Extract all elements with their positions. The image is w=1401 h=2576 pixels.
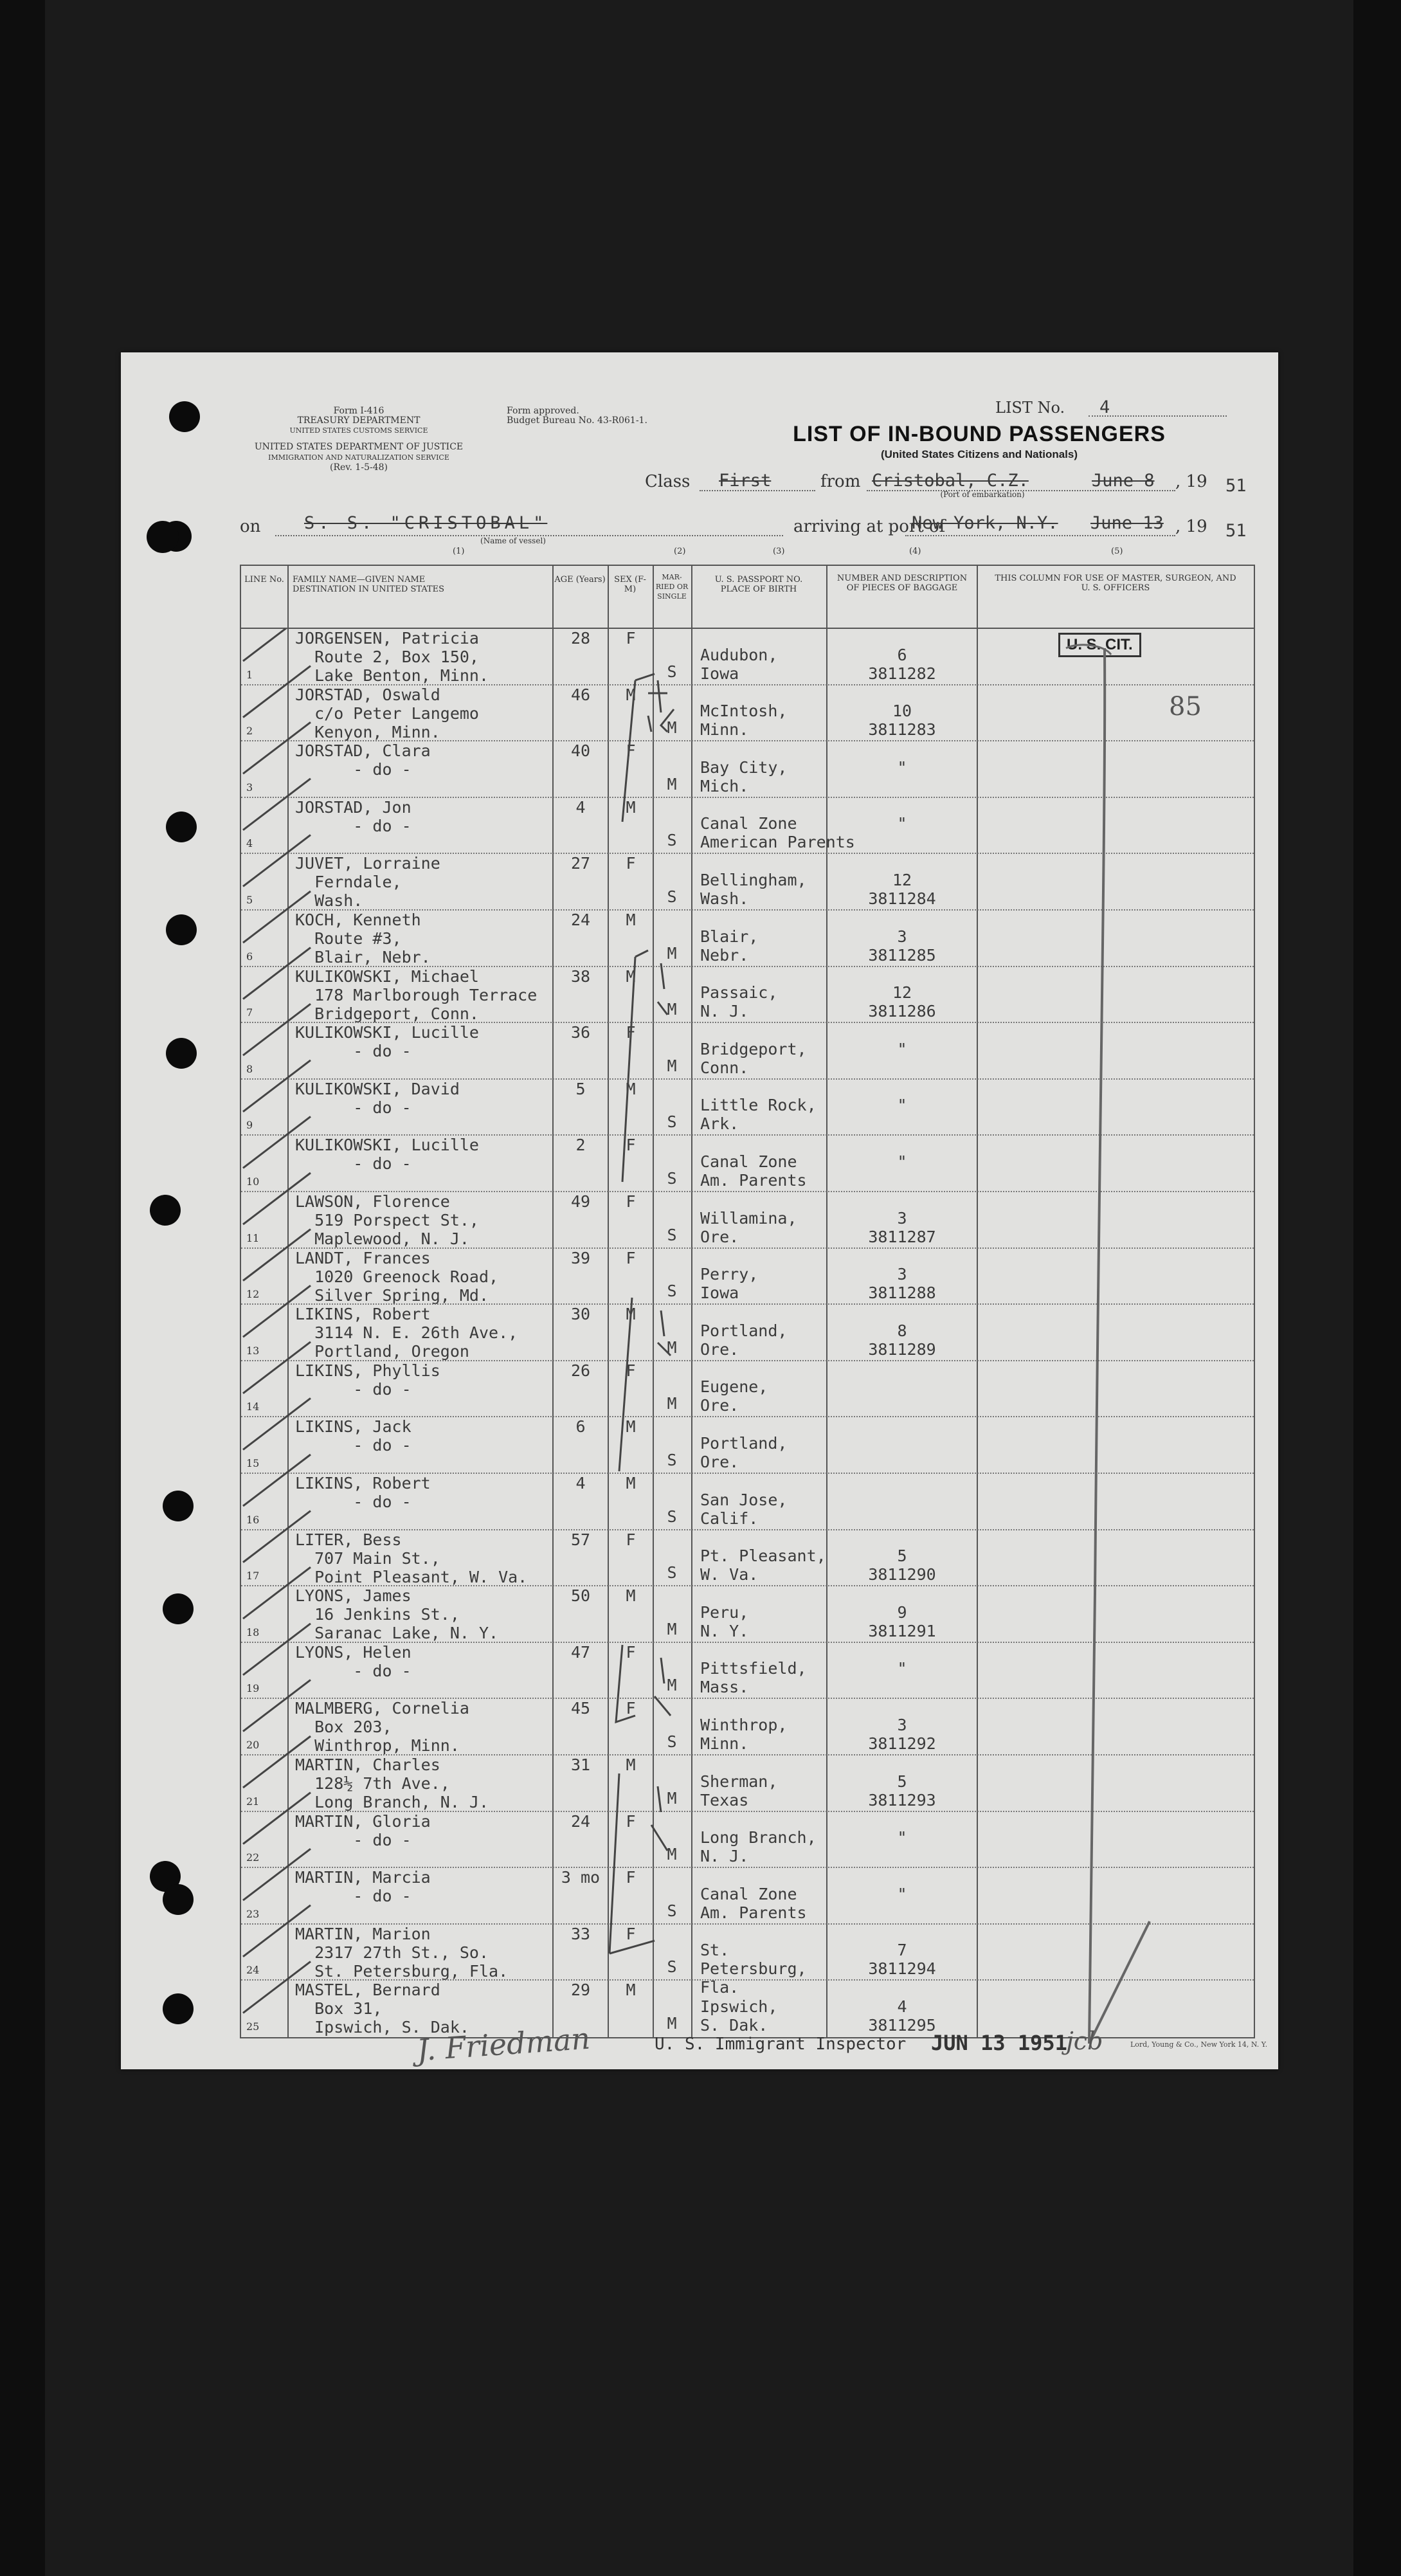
marital-status: S <box>667 1901 677 1920</box>
baggage-passport: 4 3811295 <box>868 1997 936 2035</box>
line-number: 20 <box>246 1739 260 1751</box>
embark-date: June 8 <box>1092 471 1155 491</box>
passenger-age: 36 <box>570 1023 591 1042</box>
place-of-birth: Canal Zone Am. Parents <box>700 1884 807 1922</box>
passenger-name: MARTIN, Marion 2317 27th St., So. St. Petersburg, Fla. <box>295 1924 509 1981</box>
passenger-name: LAWSON, Florence 519 Porspect St., Maplewood, N. J. <box>295 1192 479 1248</box>
header-sex: SEX (F-M) <box>614 575 646 594</box>
punch-hole <box>150 1195 181 1226</box>
place-of-birth: Long Branch, N. J. <box>700 1828 817 1866</box>
line-number: 12 <box>246 1288 260 1301</box>
list-no-label: LIST No. <box>995 399 1065 417</box>
passenger-sex: M <box>626 685 636 704</box>
baggage-passport: 12 3811286 <box>868 983 936 1021</box>
form-number: Form I-416 <box>333 406 384 416</box>
marital-status: M <box>667 943 677 963</box>
passenger-sex: F <box>626 1136 636 1155</box>
line-number: 15 <box>246 1457 260 1469</box>
line-number: 22 <box>246 1851 260 1864</box>
baggage-passport: 3 3811285 <box>868 927 936 965</box>
from-label: from <box>820 472 861 491</box>
marital-status: S <box>667 1732 677 1751</box>
place-of-birth: Audubon, Iowa <box>700 645 778 683</box>
embark-port: Cristobal, C.Z. <box>872 471 1029 491</box>
passenger-name: LYONS, James 16 Jenkins St., Saranac Lake, N. Y. <box>295 1586 499 1643</box>
passenger-sex: M <box>626 1981 636 2000</box>
header-married: MAR-RIED OR SINGLE <box>655 573 689 601</box>
class-value: First <box>719 471 772 491</box>
baggage-passport: " <box>897 814 907 833</box>
col-number: (2) <box>674 547 686 556</box>
marital-status: M <box>667 1676 677 1695</box>
place-of-birth: Peru, N. Y. <box>700 1602 749 1640</box>
passenger-age: 50 <box>570 1586 591 1606</box>
passenger-age: 38 <box>570 966 591 986</box>
passenger-age: 24 <box>570 1811 591 1831</box>
marital-status: M <box>667 1394 677 1413</box>
inspection-date-stamp: JUN 13 1951 <box>931 2031 1067 2055</box>
punch-hole <box>163 1593 194 1624</box>
baggage-passport: " <box>897 1039 907 1058</box>
line-number: 19 <box>246 1682 260 1695</box>
check-mark <box>243 722 311 774</box>
passenger-sex: M <box>626 966 636 986</box>
passenger-sex: F <box>626 1192 636 1211</box>
passenger-sex: F <box>626 741 636 761</box>
baggage-passport: " <box>897 1659 907 1678</box>
passenger-sex: F <box>626 1699 636 1718</box>
line-number: 11 <box>246 1231 260 1244</box>
passenger-name: JORSTAD, Oswald c/o Peter Langemo Kenyon, Minn. <box>295 685 479 741</box>
verification-pencil-line <box>1034 629 1162 2076</box>
baggage-passport: 6 3811282 <box>868 645 936 683</box>
passenger-sex: F <box>626 1023 636 1042</box>
col-number: (3) <box>773 547 785 556</box>
place-of-birth: Portland, Ore. <box>700 1321 788 1359</box>
col-number: (1) <box>453 547 465 556</box>
check-mark <box>243 1173 311 1224</box>
passenger-sex: F <box>626 629 636 648</box>
year-prefix: , 19 <box>1175 472 1207 491</box>
passenger-sex: F <box>626 1361 636 1380</box>
passenger-sex: M <box>626 1586 636 1606</box>
passenger-name: MARTIN, Marcia - do - <box>295 1868 431 1906</box>
col-number: (5) <box>1111 547 1123 556</box>
line-number: 25 <box>246 2020 260 2033</box>
line-number: 24 <box>246 1964 260 1977</box>
passenger-sex: M <box>626 1755 636 1774</box>
check-mark <box>243 1455 311 1506</box>
line-number: 23 <box>246 1907 260 1920</box>
baggage-passport: " <box>897 1828 907 1847</box>
handwritten-number: 85 <box>1169 692 1202 721</box>
ins-service: IMMIGRATION AND NATURALIZATION SERVICE <box>268 453 449 462</box>
year-value: 51 <box>1225 476 1247 496</box>
passenger-age: 6 <box>575 1417 586 1437</box>
marital-status: M <box>667 1619 677 1638</box>
passenger-sex: F <box>626 1811 636 1831</box>
place-of-birth: Willamina, Ore. <box>700 1208 797 1246</box>
form-title: LIST OF IN-BOUND PASSENGERS <box>793 422 1166 446</box>
place-of-birth: Canal Zone Am. Parents <box>700 1152 807 1190</box>
passenger-age: 45 <box>570 1699 591 1718</box>
check-mark <box>243 1116 311 1168</box>
passenger-name: MARTIN, Charles 128½ 7th Ave., Long Branch, N. J. <box>295 1755 489 1811</box>
place-of-birth: Canal Zone American Parents <box>700 814 855 852</box>
passenger-age: 24 <box>570 911 591 929</box>
form-subtitle: (United States Citizens and Nationals) <box>880 448 1078 460</box>
passenger-sex: F <box>626 1924 636 1943</box>
marital-status: M <box>667 1000 677 1019</box>
check-mark <box>243 1624 311 1675</box>
passenger-name: LITER, Bess 707 Main St., Point Pleasant, W. Va. <box>295 1530 528 1586</box>
check-mark <box>243 1511 311 1563</box>
scan-left-edge <box>0 0 45 2576</box>
marital-status: S <box>667 831 677 850</box>
line-number: 1 <box>246 668 253 681</box>
passenger-sex: F <box>626 854 636 873</box>
baggage-passport: " <box>897 757 907 777</box>
form-title-block <box>786 422 1172 461</box>
place-of-birth: Passaic, N. J. <box>700 983 778 1021</box>
marital-status: S <box>667 1451 677 1469</box>
check-mark <box>243 666 311 718</box>
passenger-age: 26 <box>570 1361 591 1380</box>
check-mark <box>243 779 311 830</box>
passenger-name: LANDT, Frances 1020 Greenock Road, Silver Spring, Md. <box>295 1248 499 1305</box>
passenger-age: 47 <box>570 1642 591 1662</box>
punch-hole <box>166 914 197 945</box>
marital-status: S <box>667 1112 677 1132</box>
vessel-name: S. S. "CRISTOBAL" <box>304 513 548 533</box>
line-number: 13 <box>246 1344 260 1357</box>
punch-hole <box>166 1038 197 1069</box>
marital-status: S <box>667 1169 677 1188</box>
punch-hole <box>166 812 197 842</box>
baggage-passport: 3 3811292 <box>868 1716 936 1753</box>
passenger-sex: F <box>626 1530 636 1549</box>
arrival-underline <box>905 535 1175 536</box>
vessel-note: (Name of vessel) <box>480 536 546 545</box>
line-number: 9 <box>246 1119 253 1132</box>
marital-status: S <box>667 1282 677 1301</box>
marital-status: S <box>667 1507 677 1526</box>
baggage-passport: 7 3811294 <box>868 1941 936 1979</box>
marital-status: M <box>667 2014 677 2033</box>
arrival-port: New York, N.Y. <box>912 513 1058 533</box>
marital-status: S <box>667 1957 677 1977</box>
marital-status: M <box>667 1338 677 1357</box>
inspector-signature: J. Friedman <box>415 2020 592 2068</box>
punch-hole <box>147 521 179 553</box>
passenger-age: 27 <box>570 854 591 873</box>
punch-hole <box>169 401 200 432</box>
line-number: 10 <box>246 1175 260 1188</box>
line-number: 17 <box>246 1570 260 1583</box>
check-mark <box>243 1567 311 1619</box>
passenger-name: LYONS, Helen - do - <box>295 1642 411 1680</box>
place-of-birth: Bay City, Mich. <box>700 757 788 795</box>
header-birth: U. S. PASSPORT NO. PLACE OF BIRTH <box>714 575 803 594</box>
place-of-birth: San Jose, Calif. <box>700 1490 788 1528</box>
passenger-age: 5 <box>575 1079 586 1098</box>
check-mark <box>243 1961 311 2013</box>
passenger-name: KULIKOWSKI, Lucille - do - <box>295 1023 479 1061</box>
place-of-birth: Portland, Ore. <box>700 1434 788 1471</box>
passenger-name: JORGENSEN, Patricia Route 2, Box 150, Lake Benton, Minn. <box>295 629 489 685</box>
col-divider <box>826 566 827 2037</box>
check-mark <box>243 835 311 886</box>
col-number: (4) <box>909 547 921 556</box>
place-of-birth: Pittsfield, Mass. <box>700 1659 807 1697</box>
place-of-birth: McIntosh, Minn. <box>700 702 788 739</box>
inspector-initials: jcb <box>1066 2027 1103 2055</box>
marital-status: M <box>667 1056 677 1075</box>
passenger-age: 29 <box>570 1981 591 2000</box>
line-number: 7 <box>246 1006 253 1019</box>
passenger-name: LIKINS, Robert 3114 N. E. 26th Ave., Portland, Oregon <box>295 1305 518 1361</box>
line-number: 5 <box>246 894 253 906</box>
passenger-sex: F <box>626 1642 636 1662</box>
passenger-sex: M <box>626 1474 636 1492</box>
passenger-sex: M <box>626 797 636 817</box>
baggage-passport: " <box>897 1096 907 1115</box>
passenger-sex: M <box>626 1305 636 1324</box>
col-divider <box>691 566 692 2037</box>
punch-hole <box>163 1491 194 1521</box>
passenger-age: 33 <box>570 1924 591 1943</box>
justice-dept: UNITED STATES DEPARTMENT OF JUSTICE <box>254 442 464 452</box>
line-number: 8 <box>246 1062 253 1075</box>
line-number: 16 <box>246 1513 260 1526</box>
place-of-birth: Bellingham, Wash. <box>700 871 807 908</box>
line-number: 21 <box>246 1795 260 1808</box>
punch-hole <box>163 1884 194 1915</box>
list-no-value: 4 <box>1099 397 1110 417</box>
check-mark <box>243 1060 311 1112</box>
revision: (Rev. 1-5-48) <box>330 462 388 473</box>
passenger-name: KULIKOWSKI, Lucille - do - <box>295 1136 479 1174</box>
baggage-passport: " <box>897 1152 907 1171</box>
check-mark <box>243 1398 311 1449</box>
line-number: 2 <box>246 725 253 738</box>
passenger-age: 57 <box>570 1530 591 1549</box>
baggage-passport: 3 3811288 <box>868 1265 936 1303</box>
baggage-passport: 9 3811291 <box>868 1602 936 1640</box>
passenger-age: 3 mo <box>561 1868 601 1887</box>
passenger-age: 39 <box>570 1248 591 1267</box>
place-of-birth: Bridgeport, Conn. <box>700 1039 807 1077</box>
check-mark <box>243 1905 311 1957</box>
check-mark <box>243 948 311 999</box>
header-name: FAMILY NAME—GIVEN NAME DESTINATION IN UNITED STATES <box>293 575 445 594</box>
class-underline <box>700 490 815 491</box>
passenger-age: 40 <box>570 741 591 761</box>
check-mark <box>243 1680 311 1731</box>
passenger-age: 4 <box>575 1474 586 1492</box>
check-mark <box>243 1736 311 1788</box>
printer-credit: Lord, Young & Co., New York 14, N. Y. <box>1130 2040 1268 2049</box>
passenger-name: KOCH, Kenneth Route #3, Blair, Nebr. <box>295 911 431 966</box>
treasury-dept: TREASURY DEPARTMENT <box>297 415 420 426</box>
passenger-name: LIKINS, Phyllis - do - <box>295 1361 440 1399</box>
passenger-name: LIKINS, Jack - do - <box>295 1417 411 1455</box>
port-embark-note: (Port of embarkation) <box>940 490 1025 499</box>
scan-right-edge <box>1353 0 1401 2576</box>
marital-status: S <box>667 662 677 681</box>
form-approved: Form approved. <box>507 406 579 416</box>
col-divider <box>977 566 978 2037</box>
passenger-sex: M <box>626 1079 636 1098</box>
check-mark <box>243 1285 311 1337</box>
place-of-birth: Perry, Iowa <box>700 1265 759 1303</box>
passenger-name: JORSTAD, Jon - do - <box>295 797 411 835</box>
check-mark <box>243 1229 311 1281</box>
baggage-passport: 5 3811293 <box>868 1772 936 1810</box>
line-number: 4 <box>246 837 253 850</box>
place-of-birth: Little Rock, Ark. <box>700 1096 817 1134</box>
marital-status: M <box>667 718 677 738</box>
passenger-name: JUVET, Lorraine Ferndale, Wash. <box>295 854 440 911</box>
passenger-age: 46 <box>570 685 591 704</box>
check-mark <box>243 1793 311 1844</box>
passenger-name: MARTIN, Gloria - do - <box>295 1811 431 1849</box>
us-citizen-stamp: U. S. CIT. <box>1058 633 1141 657</box>
baggage-passport: 12 3811284 <box>868 871 936 908</box>
passenger-age: 28 <box>570 629 591 648</box>
passenger-name: KULIKOWSKI, David - do - <box>295 1079 460 1117</box>
passenger-age: 31 <box>570 1755 591 1774</box>
passenger-list-page <box>121 352 1278 2069</box>
check-mark <box>243 1849 311 1900</box>
header-age: AGE (Years) <box>554 575 606 585</box>
header-officers: THIS COLUMN FOR USE OF MASTER, SURGEON, AND U. S. OFFICERS <box>995 574 1236 593</box>
check-mark <box>243 629 311 661</box>
marital-status: S <box>667 887 677 906</box>
place-of-birth: Sherman, Texas <box>700 1772 778 1810</box>
place-of-birth: Eugene, Ore. <box>700 1377 768 1415</box>
marital-status: S <box>667 1225 677 1244</box>
passenger-sex: F <box>626 1248 636 1267</box>
punch-hole <box>163 1993 194 2024</box>
check-mark <box>243 1342 311 1393</box>
baggage-passport: 3 3811287 <box>868 1208 936 1246</box>
handwritten-family-marks <box>597 655 680 1973</box>
place-of-birth: Blair, Nebr. <box>700 927 759 965</box>
passenger-age: 49 <box>570 1192 591 1211</box>
inspector-title: U. S. Immigrant Inspector <box>655 2035 907 2054</box>
line-number: 3 <box>246 781 253 794</box>
budget-bureau: Budget Bureau No. 43-R061-1. <box>507 415 647 426</box>
customs-service: UNITED STATES CUSTOMS SERVICE <box>289 426 428 435</box>
marital-status: S <box>667 1563 677 1583</box>
check-mark <box>243 1004 311 1055</box>
passenger-age: 2 <box>575 1136 586 1155</box>
class-label: Class <box>645 472 691 491</box>
passenger-name: KULIKOWSKI, Michael 178 Marlborough Terrace Bridgeport, Conn. <box>295 966 538 1023</box>
passenger-sex: M <box>626 1417 636 1437</box>
passenger-sex: F <box>626 1868 636 1887</box>
line-check-marks <box>240 629 317 2037</box>
place-of-birth: Ipswich, S. Dak. <box>700 1997 778 2035</box>
marital-status: M <box>667 1845 677 1864</box>
header-line-no: LINE No. <box>244 575 284 585</box>
arriving-label: arriving at port of <box>793 517 946 536</box>
on-label: on <box>240 517 261 536</box>
year-prefix-2: , 19 <box>1175 517 1207 536</box>
place-of-birth: Pt. Pleasant, W. Va. <box>700 1547 826 1584</box>
line-number: 14 <box>246 1401 260 1413</box>
col-divider <box>552 566 554 2037</box>
marital-status: M <box>667 1788 677 1808</box>
year-value-2: 51 <box>1225 521 1247 541</box>
baggage-passport: " <box>897 1884 907 1903</box>
marital-status: M <box>667 774 677 794</box>
passenger-name: MALMBERG, Cornelia Box 203, Winthrop, Minn. <box>295 1699 469 1755</box>
passenger-name: MASTEL, Bernard Box 31, Ipswich, S. Dak. <box>295 1981 469 2037</box>
arrival-date: June 13 <box>1090 513 1164 533</box>
check-mark <box>243 891 311 943</box>
baggage-passport: 5 3811290 <box>868 1547 936 1584</box>
baggage-passport: 8 3811289 <box>868 1321 936 1359</box>
passenger-name: LIKINS, Robert - do - <box>295 1474 431 1511</box>
line-number: 18 <box>246 1626 260 1638</box>
passenger-age: 4 <box>575 797 586 817</box>
baggage-passport: 10 3811283 <box>868 702 936 739</box>
line-number: 6 <box>246 950 253 963</box>
header-baggage: NUMBER AND DESCRIPTION OF PIECES OF BAGGAGE <box>836 574 968 593</box>
passenger-sex: M <box>626 911 636 929</box>
passenger-age: 30 <box>570 1305 591 1324</box>
passenger-name: JORSTAD, Clara - do - <box>295 741 431 779</box>
place-of-birth: Winthrop, Minn. <box>700 1716 788 1753</box>
place-of-birth: St. Petersburg, Fla. <box>700 1941 807 1997</box>
